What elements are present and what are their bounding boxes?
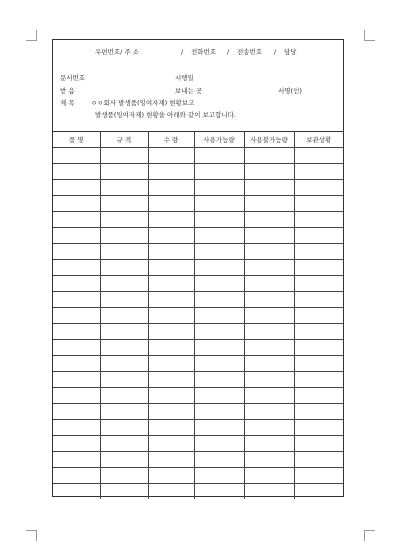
table-cell[interactable] <box>100 420 148 436</box>
table-cell[interactable] <box>244 452 294 468</box>
table-cell[interactable] <box>53 276 100 292</box>
table-cell[interactable] <box>194 404 244 420</box>
header-separator: / <box>181 48 184 56</box>
table-cell[interactable] <box>100 452 148 468</box>
table-cell[interactable] <box>148 308 194 324</box>
column-header-usable-qty: 사용가능량 <box>194 132 244 148</box>
table-cell[interactable] <box>244 372 294 388</box>
table-cell[interactable] <box>53 484 100 500</box>
table-cell[interactable] <box>194 420 244 436</box>
column-header-spec: 규 격 <box>100 132 148 148</box>
table-cell[interactable] <box>53 356 100 372</box>
table-cell[interactable] <box>244 468 294 484</box>
issue-date-label: 시행일 <box>175 74 194 82</box>
table-row <box>53 436 343 452</box>
table-cell[interactable] <box>294 244 343 260</box>
table-cell[interactable] <box>53 212 100 228</box>
crop-mark-top-right <box>364 30 375 41</box>
table-cell[interactable] <box>194 212 244 228</box>
table-cell[interactable] <box>244 164 294 180</box>
document-number-label: 문서번호 <box>60 74 86 82</box>
table-cell[interactable] <box>194 292 244 308</box>
subject-value: ㅇㅇ회사 발생품(잉여자재) 현황보고 <box>91 99 195 107</box>
table-row <box>53 196 343 212</box>
signature-label: 서명(인) <box>278 87 302 95</box>
table-cell[interactable] <box>53 372 100 388</box>
table-cell[interactable] <box>244 292 294 308</box>
table-cell[interactable] <box>53 420 100 436</box>
header-separator: / <box>274 48 277 56</box>
header-phone: 전화번호 <box>191 48 217 56</box>
table-cell[interactable] <box>294 420 343 436</box>
table-cell[interactable] <box>244 420 294 436</box>
table-cell[interactable] <box>244 276 294 292</box>
table-cell[interactable] <box>100 292 148 308</box>
table-cell[interactable] <box>244 484 294 500</box>
table-cell[interactable] <box>294 228 343 244</box>
table-row <box>53 484 343 500</box>
table-cell[interactable] <box>244 212 294 228</box>
header-separator: / <box>227 48 230 56</box>
report-form <box>52 39 344 497</box>
table-row <box>53 404 343 420</box>
table-cell[interactable] <box>244 324 294 340</box>
table-cell[interactable] <box>53 260 100 276</box>
table-cell[interactable] <box>294 212 343 228</box>
table-cell[interactable] <box>100 164 148 180</box>
table-cell[interactable] <box>148 244 194 260</box>
table-cell[interactable] <box>148 484 194 500</box>
table-cell[interactable] <box>194 436 244 452</box>
table-cell[interactable] <box>244 308 294 324</box>
table-cell[interactable] <box>53 308 100 324</box>
table-cell[interactable] <box>244 356 294 372</box>
table-cell[interactable] <box>148 436 194 452</box>
table-cell[interactable] <box>100 244 148 260</box>
table-cell[interactable] <box>148 180 194 196</box>
table-cell[interactable] <box>148 372 194 388</box>
table-cell[interactable] <box>244 180 294 196</box>
table-row <box>53 212 343 228</box>
table-cell[interactable] <box>194 148 244 164</box>
table-row <box>53 244 343 260</box>
table-cell[interactable] <box>244 260 294 276</box>
table-cell[interactable] <box>244 404 294 420</box>
table-row <box>53 324 343 340</box>
table-cell[interactable] <box>100 212 148 228</box>
body-text: 발생품(잉여자재) 현황을 아래와 같이 보고합니다. <box>95 111 236 119</box>
table-cell[interactable] <box>100 484 148 500</box>
table-cell[interactable] <box>148 420 194 436</box>
table-body <box>53 148 343 500</box>
column-header-unusable-qty: 사용불가능량 <box>244 132 294 148</box>
table-cell[interactable] <box>294 164 343 180</box>
table-cell[interactable] <box>294 180 343 196</box>
table-row <box>53 260 343 276</box>
table-row <box>53 356 343 372</box>
table-row <box>53 420 343 436</box>
table-cell[interactable] <box>100 228 148 244</box>
table-cell[interactable] <box>100 388 148 404</box>
table-cell[interactable] <box>194 196 244 212</box>
table-row <box>53 308 343 324</box>
table-cell[interactable] <box>148 276 194 292</box>
table-cell[interactable] <box>194 340 244 356</box>
table-cell[interactable] <box>148 260 194 276</box>
table-cell[interactable] <box>294 292 343 308</box>
table-cell[interactable] <box>100 340 148 356</box>
table-cell[interactable] <box>294 196 343 212</box>
header-fax: 전송번호 <box>237 48 263 56</box>
table-cell[interactable] <box>244 244 294 260</box>
table-cell[interactable] <box>148 388 194 404</box>
table-cell[interactable] <box>244 196 294 212</box>
table-cell[interactable] <box>148 468 194 484</box>
table-cell[interactable] <box>194 356 244 372</box>
table-cell[interactable] <box>194 452 244 468</box>
table-cell[interactable] <box>194 484 244 500</box>
crop-mark-bottom-right <box>364 530 375 541</box>
table-row <box>53 148 343 164</box>
table-row <box>53 468 343 484</box>
table-cell[interactable] <box>194 164 244 180</box>
table-cell[interactable] <box>148 292 194 308</box>
table-cell[interactable] <box>53 196 100 212</box>
table-cell[interactable] <box>294 324 343 340</box>
table-cell[interactable] <box>100 276 148 292</box>
crop-mark-top-left <box>26 30 37 41</box>
header-address: 우편번호/ 주 소 <box>95 48 139 56</box>
table-cell[interactable] <box>294 148 343 164</box>
table-cell[interactable] <box>194 244 244 260</box>
table-cell[interactable] <box>53 148 100 164</box>
sender-label: 보내는 곳 <box>175 87 203 95</box>
table-cell[interactable] <box>194 388 244 404</box>
inventory-table <box>53 131 343 499</box>
table-cell[interactable] <box>294 452 343 468</box>
table-cell[interactable] <box>53 436 100 452</box>
table-cell[interactable] <box>194 324 244 340</box>
table-cell[interactable] <box>244 340 294 356</box>
table-cell[interactable] <box>148 228 194 244</box>
table-row <box>53 372 343 388</box>
table-cell[interactable] <box>53 404 100 420</box>
table-cell[interactable] <box>53 340 100 356</box>
table-cell[interactable] <box>194 308 244 324</box>
column-header-quantity: 수 량 <box>148 132 194 148</box>
table-cell[interactable] <box>294 388 343 404</box>
table-cell[interactable] <box>194 228 244 244</box>
table-cell[interactable] <box>294 436 343 452</box>
table-row <box>53 340 343 356</box>
subject-label: 제 목 <box>60 99 75 107</box>
recipient-label: 받 음 <box>60 87 75 95</box>
table-row <box>53 276 343 292</box>
table-row <box>53 164 343 180</box>
table-row <box>53 452 343 468</box>
table-cell[interactable] <box>294 356 343 372</box>
table-cell[interactable] <box>294 484 343 500</box>
table-cell[interactable] <box>148 212 194 228</box>
table-cell[interactable] <box>53 228 100 244</box>
column-header-storage-status: 보관상황 <box>294 132 343 148</box>
table-cell[interactable] <box>244 148 294 164</box>
table-cell[interactable] <box>100 436 148 452</box>
table-cell[interactable] <box>148 404 194 420</box>
table-cell[interactable] <box>100 356 148 372</box>
table-cell[interactable] <box>294 468 343 484</box>
table-cell[interactable] <box>148 452 194 468</box>
table-cell[interactable] <box>100 404 148 420</box>
table-cell[interactable] <box>53 452 100 468</box>
table-cell[interactable] <box>53 324 100 340</box>
table-cell[interactable] <box>53 468 100 484</box>
table-cell[interactable] <box>244 388 294 404</box>
table-cell[interactable] <box>244 436 294 452</box>
table-cell[interactable] <box>148 340 194 356</box>
table-cell[interactable] <box>53 388 100 404</box>
table-cell[interactable] <box>148 164 194 180</box>
table-cell[interactable] <box>100 196 148 212</box>
table-cell[interactable] <box>100 324 148 340</box>
table-row <box>53 292 343 308</box>
table-row <box>53 228 343 244</box>
table-cell[interactable] <box>53 180 100 196</box>
table-cell[interactable] <box>100 148 148 164</box>
table-cell[interactable] <box>100 260 148 276</box>
table-cell[interactable] <box>53 292 100 308</box>
table-header-row <box>53 132 343 148</box>
table-cell[interactable] <box>148 196 194 212</box>
table-cell[interactable] <box>194 372 244 388</box>
table-row <box>53 180 343 196</box>
header-person-in-charge: 담당 <box>284 48 297 56</box>
table-cell[interactable] <box>53 164 100 180</box>
column-header-item-name: 품 명 <box>53 132 100 148</box>
table-cell[interactable] <box>294 340 343 356</box>
table-cell[interactable] <box>148 356 194 372</box>
table-cell[interactable] <box>294 276 343 292</box>
table-cell[interactable] <box>194 468 244 484</box>
table-cell[interactable] <box>53 244 100 260</box>
table-cell[interactable] <box>194 180 244 196</box>
table-cell[interactable] <box>294 260 343 276</box>
table-cell[interactable] <box>100 308 148 324</box>
table-cell[interactable] <box>148 148 194 164</box>
table-cell[interactable] <box>244 228 294 244</box>
table-row <box>53 388 343 404</box>
table-cell[interactable] <box>100 180 148 196</box>
table-cell[interactable] <box>194 260 244 276</box>
table-cell[interactable] <box>294 404 343 420</box>
table-cell[interactable] <box>294 308 343 324</box>
table-cell[interactable] <box>194 276 244 292</box>
table-cell[interactable] <box>100 372 148 388</box>
table-cell[interactable] <box>294 372 343 388</box>
table-cell[interactable] <box>148 324 194 340</box>
crop-mark-bottom-left <box>26 530 37 541</box>
table-cell[interactable] <box>100 468 148 484</box>
